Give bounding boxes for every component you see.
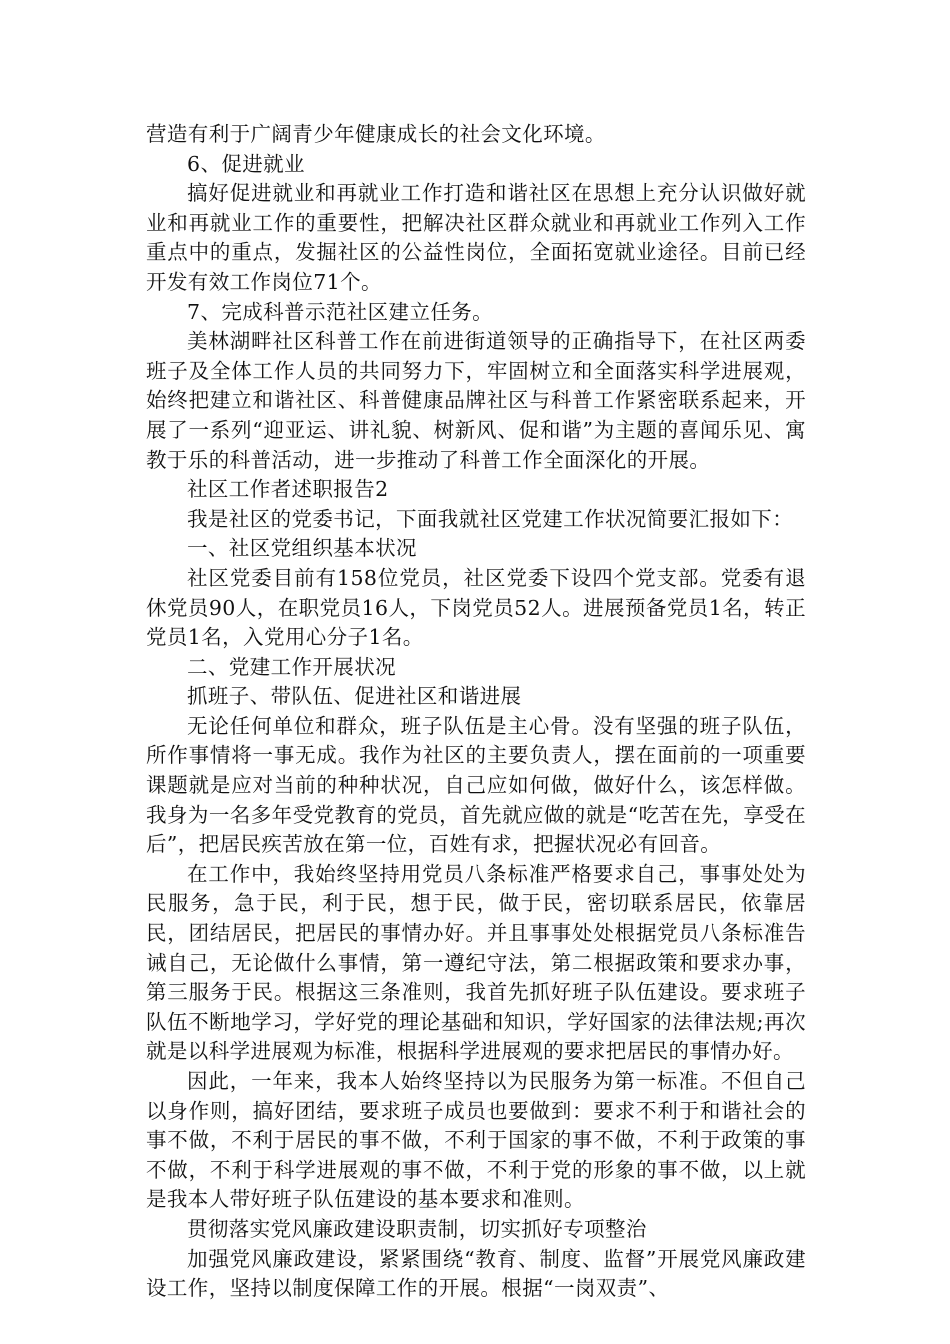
section-heading: 6、促进就业 <box>187 151 305 176</box>
document-page <box>146 120 806 1304</box>
paragraph: 营造有利于广阔青少年健康成长的社会文化环境。 <box>146 122 606 146</box>
report-title: 社区工作者述职报告2 <box>187 477 389 502</box>
paragraph: 因此，一年来，我本人始终坚持以为民服务为第一标准。不但自己以身作则，搞好团结，要求班子成员也要做到：要求不利于和谐社会的事不做，不利于居民的事不做，不利于国家的事不做，不利于政策的事不做，不利于科学进展观的事不做，不利于党的形象的事不做，以上就是我本人带好班子队伍建设的基本要求和准则。 <box>146 1069 806 1212</box>
paragraph: 我是社区的党委书记，下面我就社区党建工作状况简要汇报如下： <box>187 506 794 531</box>
section-heading: 二、党建工作开展状况 <box>187 654 396 679</box>
paragraph: 无论任何单位和群众，班子队伍是主心骨。没有坚强的班子队伍，所作事情将一事无成。我作为社区的主要负责人，摆在面前的一项重要课题就是应对当前的种种状况，自己应如何做，做好什么，该怎样做。我身为一名多年受党教育的党员，首先就应做的就是“吃苦在先，享受在后”，把居民疾苦放在第一位，百姓有求，把握状况必有回音。 <box>146 713 806 857</box>
paragraph: 在工作中，我始终坚持用党员八条标准严格要求自己，事事处处为民服务，急于民，利于民，想于民，做于民，密切联系居民，依靠居民，团结居民，把居民的事情办好。并且事事处处根据党员八条标准告诫自己，无论做什么事情，第一遵纪守法，第二根据政策和要求办事，第三服务于民。根据这三条准则，我首先抓好班子队伍建设。要求班子队伍不断地学习，学好党的理论基础和知识，学好国家的法律法规;再次就是以科学进展观为标准，根据科学进展观的要求把居民的事情办好。 <box>146 861 806 1064</box>
paragraph: 美林湖畔社区科普工作在前进街道领导的正确指导下，在社区两委班子及全体工作人员的共同努力下，牢固树立和全面落实科学进展观，始终把建立和谐社区、科普健康品牌社区与科普工作紧密联系起来，开展了一系列“迎亚运、讲礼貌、树新风、促和谐”为主题的喜闻乐见、寓教于乐的科普活动，进一步推动了科普工作全面深化的开展。 <box>146 329 806 472</box>
section-heading: 7、完成科普示范社区建立任务。 <box>187 299 494 324</box>
section-heading: 一、社区党组织基本状况 <box>187 536 417 561</box>
paragraph: 社区党委目前有158位党员，社区党委下设四个党支部。党委有退休党员90人，在职党员16人，下岗党员52人。进展预备党员1名，转正党员1名，入党用心分子1名。 <box>146 565 806 650</box>
subsection-heading: 贯彻落实党风廉政建设职责制，切实抓好专项整治 <box>187 1216 647 1241</box>
paragraph: 搞好促进就业和再就业工作打造和谐社区在思想上充分认识做好就业和再就业工作的重要性，把解决社区群众就业和再就业工作列入工作重点中的重点，发掘社区的公益性岗位，全面拓宽就业途径。目前已经开发有效工作岗位71个。 <box>146 181 806 294</box>
paragraph: 加强党风廉政建设，紧紧围绕“教育、制度、监督”开展党风廉政建设工作，坚持以制度保障工作的开展。根据“一岗双责”、 <box>146 1246 806 1301</box>
subsection-heading: 抓班子、带队伍、促进社区和谐进展 <box>187 684 522 709</box>
